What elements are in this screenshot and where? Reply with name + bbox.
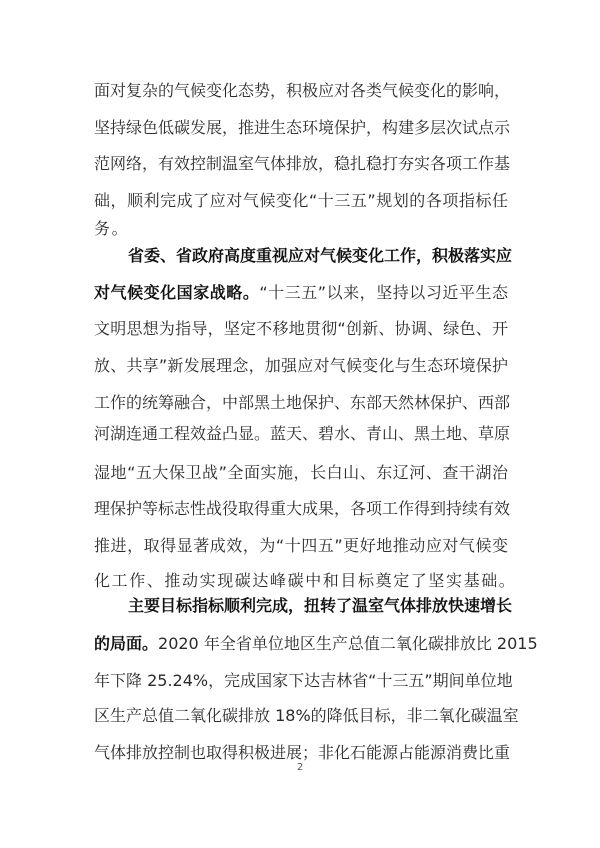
text-line bbox=[128, 596, 513, 616]
normal-text: 放、共享”新发展理念，加强应对气候变化与生态环境保护 bbox=[94, 356, 508, 375]
bold-text: 的局面。 bbox=[94, 634, 159, 653]
normal-text: 面对复杂的气候变化态势，积极应对各类气候变化的影响， bbox=[94, 81, 511, 100]
normal-text: 理保护等标志性战役取得重大成果，各项工作得到持续有效 bbox=[94, 499, 511, 518]
bold-text: 对气候变化国家战略。 bbox=[94, 283, 260, 302]
text-line bbox=[94, 671, 513, 691]
normal-text: 气体排放控制也取得积极进展；非化石能源占能源消费比重 bbox=[94, 743, 511, 762]
text-line bbox=[94, 283, 508, 303]
text-line bbox=[94, 706, 519, 726]
text-line bbox=[94, 191, 508, 211]
normal-text: 河湖连通工程效益凸显。蓝天、碧水、青山、黑土地、草原 bbox=[94, 424, 511, 443]
normal-text: 湿地“五大保卫战”全面实施，长白山、东辽河、查干湖治 bbox=[94, 463, 508, 482]
text-line bbox=[94, 571, 517, 591]
page-number: 2 bbox=[296, 762, 304, 773]
normal-text: 务。 bbox=[94, 219, 130, 238]
normal-text: 推进，取得显著成效，为“十四五”更好地推动应对气候变 bbox=[94, 536, 508, 555]
text-line bbox=[94, 81, 511, 101]
text-line bbox=[94, 319, 508, 339]
normal-text: 础，顺利完成了应对气候变化“十三五”规划的各项指标任 bbox=[94, 191, 508, 210]
text-line bbox=[128, 246, 513, 266]
normal-text: 文明思想为指导，坚定不移地贯彻“创新、协调、绿色、开 bbox=[94, 319, 508, 338]
text-line bbox=[94, 463, 508, 483]
text-line bbox=[94, 743, 511, 763]
text-line bbox=[94, 424, 511, 444]
bold-text: 主要目标指标顺利完成，扭转了温室气体排放快速增长 bbox=[128, 596, 513, 615]
normal-text: 2020 年全省单位地区生产总值二氧化碳排放比 2015 bbox=[158, 634, 538, 653]
normal-text: 坚持绿色低碳发展，推进生态环境保护，构建多层次试点示 bbox=[94, 118, 511, 137]
text-line bbox=[94, 356, 508, 376]
text-line bbox=[94, 393, 511, 413]
normal-text: 工作的统筹融合，中部黑土地保护、东部天然林保护、西部 bbox=[94, 393, 511, 412]
text-line bbox=[94, 118, 511, 138]
normal-text: 范网络，有效控制温室气体排放，稳扎稳打夯实各项工作基 bbox=[94, 154, 511, 173]
normal-text: 化工作、推动实现碳达峰碳中和目标奠定了坚实基础。 bbox=[94, 571, 517, 590]
text-line bbox=[94, 219, 508, 239]
normal-text: 区生产总值二氧化碳排放 18%的降低目标，非二氧化碳温室 bbox=[94, 706, 519, 725]
text-line bbox=[94, 499, 511, 519]
text-line bbox=[94, 154, 511, 174]
text-line bbox=[94, 536, 508, 556]
normal-text: “十三五”以来，坚持以习近平生态 bbox=[259, 283, 508, 302]
bold-text: 省委、省政府高度重视应对气候变化工作，积极落实应 bbox=[128, 246, 513, 265]
text-line bbox=[94, 634, 538, 654]
normal-text: 年下降 25.24%，完成国家下达吉林省“十三五”期间单位地 bbox=[94, 671, 513, 690]
